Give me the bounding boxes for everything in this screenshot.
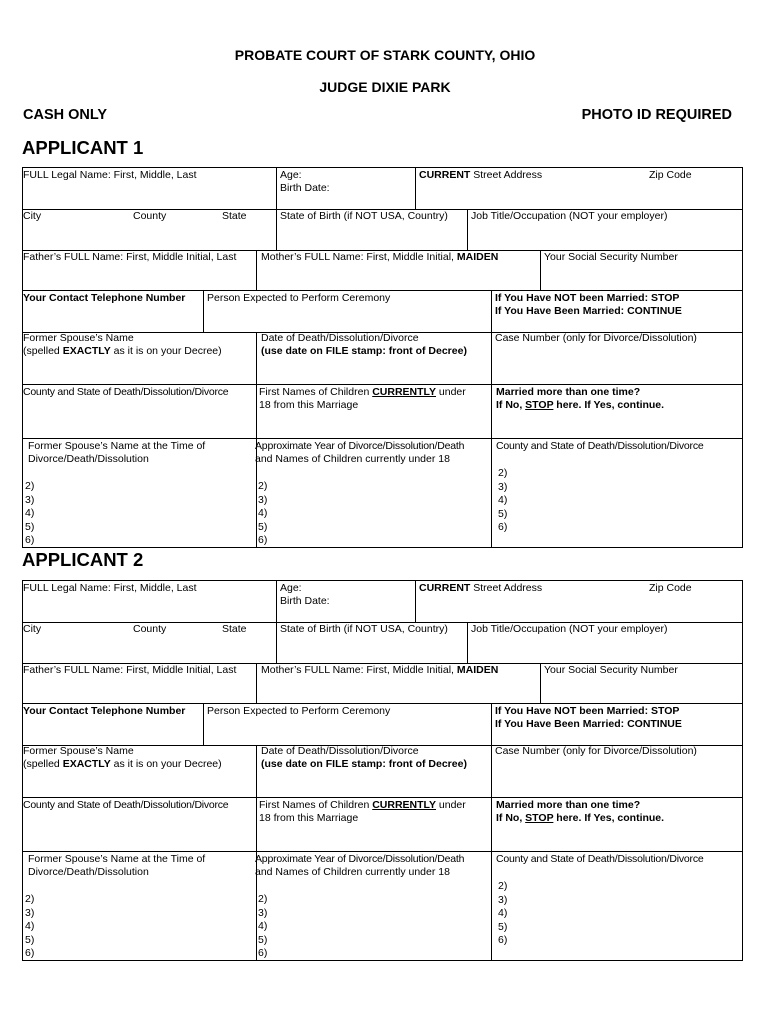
- job-title-label: Job Title/Occupation (NOT your employer): [471, 210, 668, 222]
- married-more-label: Married more than one time?: [496, 386, 641, 398]
- state-of-birth-label: State of Birth (if NOT USA, Country): [280, 210, 448, 222]
- list-item: 2): [498, 467, 508, 479]
- list-item: 2): [258, 480, 268, 492]
- table-border-line: [415, 167, 416, 209]
- contact-phone-label: Your Contact Telephone Number: [23, 705, 186, 717]
- ceremony-person-label: Person Expected to Perform Ceremony: [207, 292, 391, 304]
- table-border-line: [22, 167, 742, 168]
- list-item: 6): [258, 534, 268, 546]
- applicant-1-heading: APPLICANT 1: [22, 137, 144, 158]
- table-border-line: [540, 250, 541, 290]
- county-label: County: [133, 210, 167, 222]
- former-spouse-time-label-line2: Divorce/Death/Dissolution: [28, 453, 149, 465]
- married-more-label: Married more than one time?: [496, 799, 641, 811]
- county-state-death-label: County and State of Death/Dissolution/Divorce: [23, 386, 229, 398]
- children-label-line2: 18 from this Marriage: [259, 812, 359, 824]
- former-spouse-time-label: Former Spouse’s Name at the Time of: [28, 440, 206, 452]
- list-item: 2): [25, 480, 35, 492]
- court-title: PROBATE COURT OF STARK COUNTY, OHIO: [234, 47, 536, 63]
- table-border-line: [276, 622, 277, 663]
- table-border-line: [22, 960, 742, 961]
- list-item: 3): [25, 493, 35, 506]
- former-spouse-label: Former Spouse’s Name: [23, 332, 134, 344]
- city-label: City: [23, 623, 42, 635]
- list-col-1: [25, 893, 34, 961]
- list-col-1: [25, 480, 34, 548]
- county-state-death-label-2: County and State of Death/Dissolution/Divorce: [496, 853, 704, 865]
- been-married-continue-label: If You Have Been Married: CONTINUE: [495, 718, 682, 730]
- list-item: 6): [25, 534, 35, 546]
- street-address-label: CURRENT Street Address: [419, 582, 543, 594]
- former-spouse-label: Former Spouse’s Name: [23, 745, 134, 757]
- table-border-line: [22, 438, 742, 439]
- table-border-line: [203, 290, 204, 332]
- table-border-line: [491, 438, 492, 548]
- list-col-2: [258, 893, 267, 961]
- table-border-line: [742, 167, 743, 548]
- table-border-line: [467, 622, 468, 663]
- list-col-3: [498, 880, 507, 948]
- list-item: 5): [258, 933, 268, 946]
- list-item: 2): [25, 893, 35, 905]
- table-border-line: [742, 580, 743, 961]
- list-item: 4): [498, 494, 508, 506]
- date-of-death-note: (use date on FILE stamp: front of Decree): [261, 345, 467, 357]
- list-item: 3): [498, 893, 508, 906]
- list-item: 6): [25, 947, 35, 959]
- county-label: County: [133, 623, 167, 635]
- children-label: First Names of Children CURRENTLY under: [259, 386, 466, 398]
- table-border-line: [276, 580, 277, 622]
- list-col-3: [498, 467, 507, 535]
- table-border-line: [22, 290, 742, 291]
- table-border-line: [22, 384, 742, 385]
- table-border-line: [22, 797, 742, 798]
- mother-name-label: Mother’s FULL Name: First, Middle Initial, MAIDEN: [261, 664, 499, 676]
- list-item: 6): [258, 947, 268, 959]
- zip-code-label: Zip Code: [649, 169, 692, 181]
- applicant-2-section: [22, 580, 742, 992]
- list-item: 3): [258, 906, 268, 919]
- list-item: 4): [258, 507, 268, 519]
- table-border-line: [491, 703, 492, 745]
- date-of-death-note: (use date on FILE stamp: front of Decree): [261, 758, 467, 770]
- table-border-line: [256, 332, 257, 384]
- married-more-instruction: If No, STOP here. If Yes, continue.: [496, 399, 665, 411]
- ssn-label: Your Social Security Number: [544, 664, 678, 676]
- cash-only-notice: CASH ONLY: [23, 107, 108, 123]
- list-item: 4): [25, 507, 35, 519]
- table-border-line: [22, 547, 742, 548]
- former-spouse-time-label: Former Spouse’s Name at the Time of: [28, 853, 206, 865]
- list-item: 6): [498, 934, 508, 946]
- table-border-line: [22, 851, 742, 852]
- list-item: 4): [258, 920, 268, 932]
- applicant-2-heading: APPLICANT 2: [22, 549, 144, 570]
- list-item: 5): [498, 920, 508, 933]
- table-border-line: [491, 745, 492, 797]
- full-name-label: FULL Legal Name: First, Middle, Last: [23, 582, 197, 594]
- age-label: Age:: [280, 169, 302, 181]
- judge-name: JUDGE DIXIE PARK: [319, 79, 451, 95]
- former-spouse-note: (spelled EXACTLY as it is on your Decree): [23, 345, 222, 357]
- photo-id-notice: PHOTO ID REQUIRED: [581, 107, 732, 123]
- table-border-line: [276, 167, 277, 209]
- state-label: State: [222, 623, 247, 635]
- case-number-label: Case Number (only for Divorce/Dissolution): [495, 332, 697, 344]
- table-border-line: [276, 209, 277, 250]
- not-married-stop-label: If You Have NOT been Married: STOP: [495, 292, 680, 304]
- approx-year-label: Approximate Year of Divorce/Dissolution/Death: [255, 440, 465, 452]
- list-item: 5): [25, 520, 35, 533]
- table-border-line: [491, 384, 492, 438]
- ssn-label: Your Social Security Number: [544, 251, 678, 263]
- table-border-line: [491, 797, 492, 851]
- list-item: 5): [498, 507, 508, 520]
- list-item: 2): [498, 880, 508, 892]
- list-item: 5): [258, 520, 268, 533]
- date-of-death-label: Date of Death/Dissolution/Divorce: [261, 332, 419, 344]
- table-border-line: [467, 209, 468, 250]
- table-border-line: [22, 703, 742, 704]
- case-number-label: Case Number (only for Divorce/Dissolution): [495, 745, 697, 757]
- age-label: Age:: [280, 582, 302, 594]
- children-label: First Names of Children CURRENTLY under: [259, 799, 466, 811]
- list-item: 6): [498, 521, 508, 533]
- not-married-stop-label: If You Have NOT been Married: STOP: [495, 705, 680, 717]
- table-border-line: [256, 797, 257, 851]
- birth-date-label: Birth Date:: [280, 182, 330, 194]
- list-item: 3): [498, 480, 508, 493]
- list-item: 4): [498, 907, 508, 919]
- been-married-continue-label: If You Have Been Married: CONTINUE: [495, 305, 682, 317]
- approx-year-label-line2: and Names of Children currently under 18: [255, 453, 450, 465]
- birth-date-label: Birth Date:: [280, 595, 330, 607]
- table-border-line: [203, 703, 204, 745]
- list-item: 3): [258, 493, 268, 506]
- state-label: State: [222, 210, 247, 222]
- former-spouse-time-label-line2: Divorce/Death/Dissolution: [28, 866, 149, 878]
- approx-year-label: Approximate Year of Divorce/Dissolution/Death: [255, 853, 465, 865]
- job-title-label: Job Title/Occupation (NOT your employer): [471, 623, 668, 635]
- married-more-instruction: If No, STOP here. If Yes, continue.: [496, 812, 665, 824]
- county-state-death-label: County and State of Death/Dissolution/Divorce: [23, 799, 229, 811]
- children-label-line2: 18 from this Marriage: [259, 399, 359, 411]
- applicant-1-section: [22, 167, 742, 579]
- table-border-line: [491, 332, 492, 384]
- father-name-label: Father’s FULL Name: First, Middle Initial, Last: [23, 251, 237, 263]
- approx-year-label-line2: and Names of Children currently under 18: [255, 866, 450, 878]
- table-border-line: [256, 250, 257, 290]
- street-address-label: CURRENT Street Address: [419, 169, 543, 181]
- table-border-line: [491, 851, 492, 961]
- table-border-line: [415, 580, 416, 622]
- father-name-label: Father’s FULL Name: First, Middle Initial, Last: [23, 664, 237, 676]
- mother-name-label: Mother’s FULL Name: First, Middle Initial, MAIDEN: [261, 251, 499, 263]
- state-of-birth-label: State of Birth (if NOT USA, Country): [280, 623, 448, 635]
- list-col-2: [258, 480, 267, 548]
- table-border-line: [491, 290, 492, 332]
- date-of-death-label: Date of Death/Dissolution/Divorce: [261, 745, 419, 757]
- county-state-death-label-2: County and State of Death/Dissolution/Divorce: [496, 440, 704, 452]
- full-name-label: FULL Legal Name: First, Middle, Last: [23, 169, 197, 181]
- city-label: City: [23, 210, 42, 222]
- table-border-line: [540, 663, 541, 703]
- list-item: 5): [25, 933, 35, 946]
- list-item: 3): [25, 906, 35, 919]
- table-border-line: [22, 580, 742, 581]
- list-item: 2): [258, 893, 268, 905]
- contact-phone-label: Your Contact Telephone Number: [23, 292, 186, 304]
- table-border-line: [256, 663, 257, 703]
- table-border-line: [256, 384, 257, 438]
- ceremony-person-label: Person Expected to Perform Ceremony: [207, 705, 391, 717]
- list-item: 4): [25, 920, 35, 932]
- table-border-line: [256, 745, 257, 797]
- former-spouse-note: (spelled EXACTLY as it is on your Decree): [23, 758, 222, 770]
- zip-code-label: Zip Code: [649, 582, 692, 594]
